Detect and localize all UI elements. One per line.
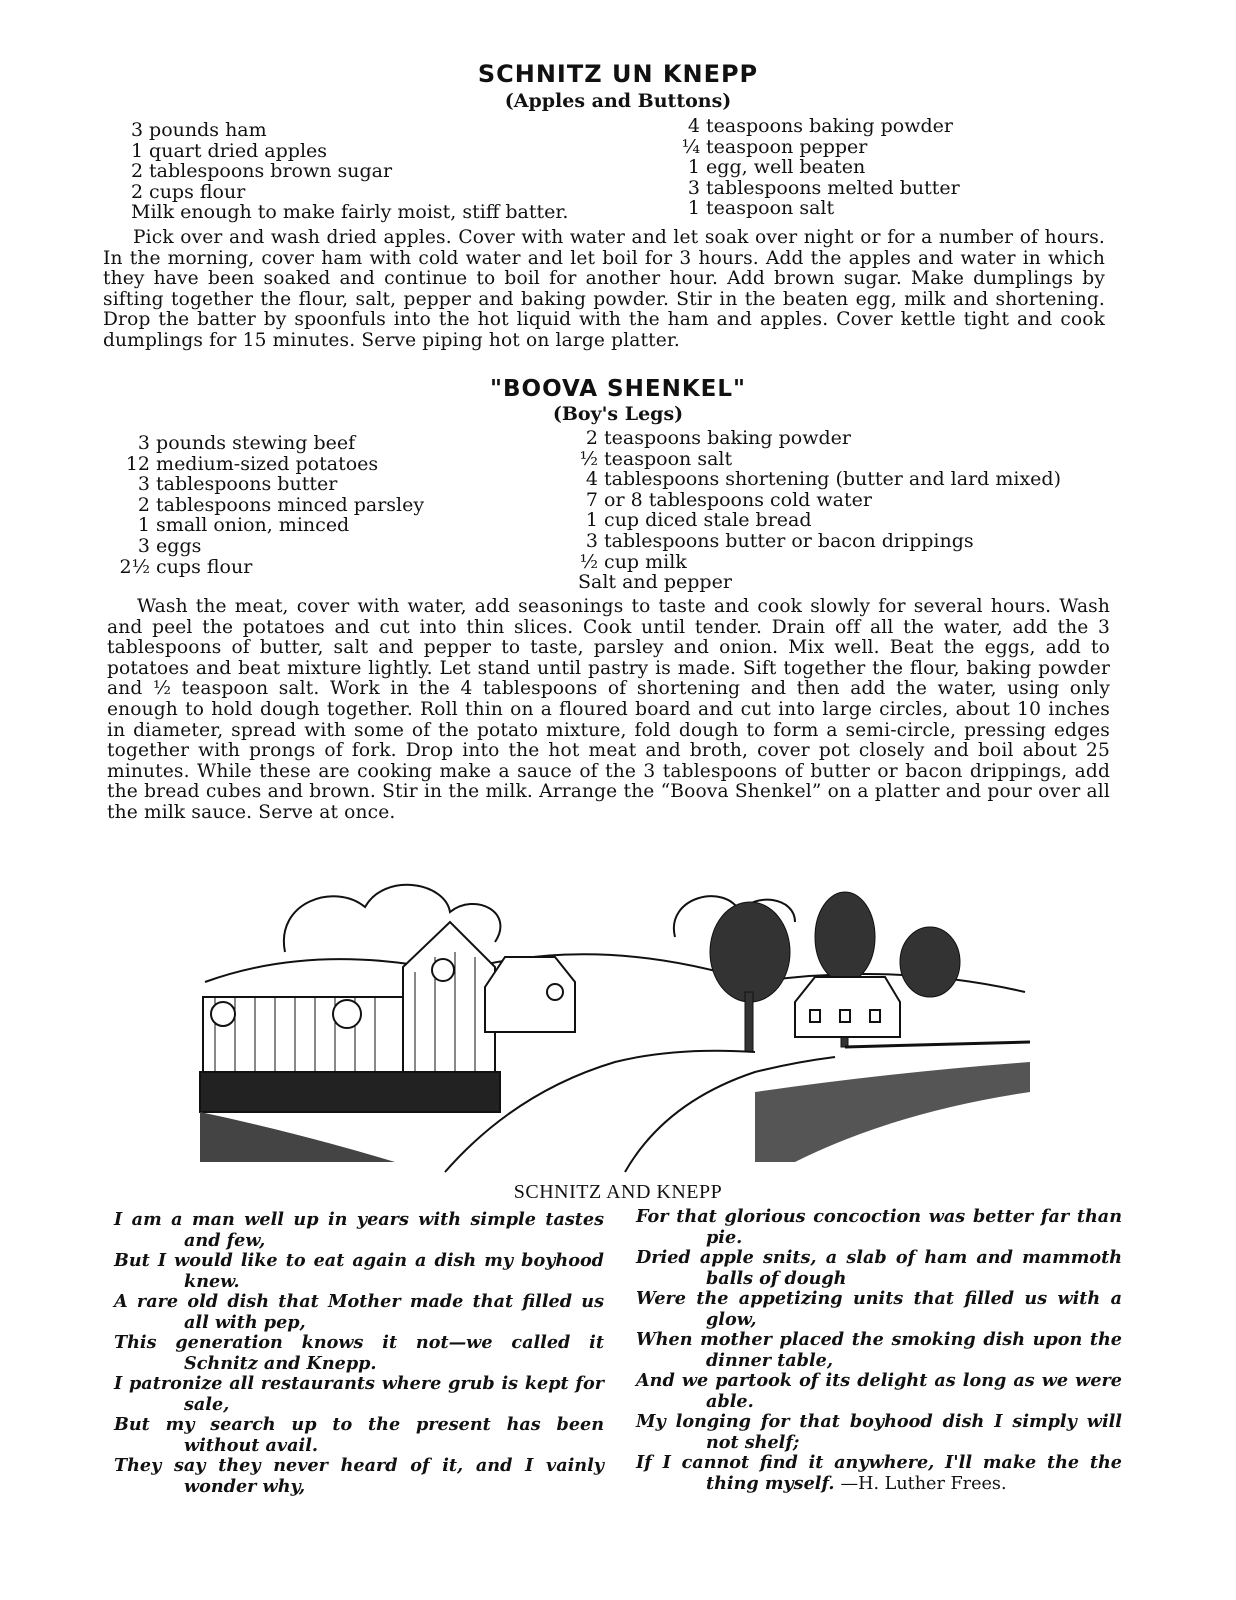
poem-line: They say they never heard of it, and I vainly wonder why, bbox=[114, 1455, 604, 1497]
ingredient-quantity: 2 bbox=[137, 493, 150, 516]
ingredient-quantity: 4 bbox=[687, 115, 700, 137]
poem-line: But my search up to the present has been without avail. bbox=[114, 1414, 604, 1456]
ingredient-item bbox=[578, 510, 1061, 531]
ingredient-item bbox=[680, 116, 960, 137]
ingredient-item bbox=[110, 454, 424, 475]
ingredient-quantity: 1 bbox=[137, 514, 150, 537]
poem-line: This generation knows it not—we called it Schnitz and Knepp. bbox=[114, 1332, 604, 1374]
ingredient-item bbox=[131, 182, 568, 203]
poem-line: For that glorious concoction was better far than pie. bbox=[636, 1206, 1122, 1248]
ingredient-item bbox=[110, 536, 424, 557]
ingredient-quantity: ½ bbox=[579, 550, 598, 573]
ingredient-list-right bbox=[680, 116, 960, 219]
ingredient-item bbox=[578, 490, 1061, 511]
ingredient-list-left bbox=[131, 120, 568, 223]
recipe-directions bbox=[103, 228, 1105, 352]
ingredient-quantity: 1 bbox=[687, 156, 700, 179]
ingredient-item bbox=[680, 137, 960, 158]
ingredient-text: egg, well beaten bbox=[706, 156, 866, 179]
poem-line: And we partook of its delight as long as we were able. bbox=[636, 1370, 1122, 1412]
ingredient-item bbox=[110, 474, 424, 495]
ingredient-quantity: 3 bbox=[137, 432, 150, 454]
ingredient-list-right-2 bbox=[578, 428, 1061, 593]
ingredient-item bbox=[131, 120, 568, 141]
recipe-subtitle: (Apples and Buttons) bbox=[504, 90, 732, 112]
ingredient-quantity: 4 bbox=[585, 468, 598, 491]
ingredient-quantity: 2 bbox=[131, 160, 144, 183]
poem-line-text: If I cannot find it anywhere, I'll make the the thing myself. bbox=[636, 1452, 1122, 1494]
ingredient-item bbox=[110, 557, 424, 578]
ingredient-text: tablespoons melted butter bbox=[706, 176, 960, 199]
small-barn bbox=[485, 957, 575, 1032]
ingredient-text: tablespoons brown sugar bbox=[149, 160, 393, 183]
ingredient-text: cups flour bbox=[156, 555, 253, 578]
ingredient-item bbox=[110, 433, 424, 454]
ingredient-text: Milk enough to make fairly moist, stiff batter. bbox=[131, 201, 569, 224]
ingredient-quantity: 7 bbox=[585, 488, 598, 511]
ingredient-quantity: 1 bbox=[687, 197, 700, 220]
fence bbox=[845, 1042, 1030, 1047]
ingredient-item bbox=[131, 202, 568, 223]
ingredient-text: eggs bbox=[156, 534, 202, 557]
poem-last-line bbox=[636, 1453, 1122, 1494]
ingredient-item bbox=[110, 515, 424, 536]
ingredient-quantity: ½ bbox=[579, 447, 598, 470]
ingredient-item bbox=[680, 178, 960, 199]
ingredient-quantity: 3 bbox=[687, 176, 700, 199]
ingredient-text: pounds stewing beef bbox=[156, 432, 356, 454]
ingredient-text: teaspoons baking powder bbox=[604, 427, 851, 449]
barn bbox=[200, 922, 500, 1112]
ingredient-text: medium-sized potatoes bbox=[156, 452, 379, 475]
poem-line: Were the appetizing units that filled us with a glow, bbox=[636, 1288, 1122, 1330]
ingredient-text: cup milk bbox=[604, 550, 687, 573]
recipe-directions-2 bbox=[107, 597, 1110, 824]
poem-line: I am a man well up in years with simple tastes and few, bbox=[114, 1209, 604, 1251]
ingredient-text: teaspoon salt bbox=[604, 447, 733, 470]
poem-line: But I would like to eat again a dish my boyhood knew. bbox=[114, 1250, 604, 1292]
ingredient-text: teaspoon pepper bbox=[706, 135, 868, 158]
ingredient-quantity: 1 bbox=[585, 509, 598, 532]
ingredient-text: teaspoons baking powder bbox=[706, 115, 953, 137]
ingredient-text: tablespoons minced parsley bbox=[156, 493, 425, 516]
poem-right-column bbox=[636, 1207, 1122, 1494]
ingredient-text: pounds ham bbox=[149, 119, 267, 141]
poem-line: I patronize all restaurants where grub is kept for sale, bbox=[114, 1373, 604, 1415]
ground bbox=[200, 1112, 395, 1162]
ingredient-quantity: 2 bbox=[585, 427, 598, 449]
ingredient-item bbox=[578, 572, 1061, 593]
ingredient-text: Salt and pepper bbox=[578, 571, 732, 594]
ingredient-item bbox=[131, 141, 568, 162]
poem-left-column bbox=[114, 1210, 604, 1497]
ingredient-text: tablespoons shortening (butter and lard mixed) bbox=[604, 468, 1061, 491]
ingredient-text: or 8 tablespoons cold water bbox=[604, 488, 872, 511]
poem-line: My longing for that boyhood dish I simply will not shelf; bbox=[636, 1411, 1122, 1453]
ingredient-text: tablespoons butter or bacon drippings bbox=[604, 529, 974, 552]
ingredient-item bbox=[680, 198, 960, 219]
recipe-title-2: "BOOVA SHENKEL" bbox=[490, 376, 746, 402]
poem-author: —H. Luther Frees. bbox=[840, 1473, 1007, 1494]
ingredient-item bbox=[578, 469, 1061, 490]
ingredient-item bbox=[110, 495, 424, 516]
ingredient-text: teaspoon salt bbox=[706, 197, 835, 220]
ingredient-item bbox=[578, 552, 1061, 573]
ingredient-item bbox=[578, 531, 1061, 552]
poem-line: A rare old dish that Mother made that filled us all with pep, bbox=[114, 1291, 604, 1333]
ingredient-quantity: 2 bbox=[131, 180, 144, 203]
poem-line: Dried apple snits, a slab of ham and mammoth balls of dough bbox=[636, 1247, 1122, 1289]
ingredient-text: cup diced stale bread bbox=[604, 509, 812, 532]
ingredient-quantity: 3 bbox=[137, 473, 150, 496]
ingredient-text: quart dried apples bbox=[149, 139, 328, 162]
ingredient-item bbox=[578, 449, 1061, 470]
farmhouse bbox=[795, 977, 900, 1037]
ground bbox=[755, 1062, 1030, 1162]
directions-text-2: Wash the meat, cover with water, add seasonings to taste and cook slowly for several hours. Wash and peel the potatoes and cut into thin slices. Cook until tender. Drain off all the water, add the 3 tablespoons of butter, salt and pepper to taste, parsley and onion. Mix well. Beat the eggs, add to potatoes and beat mixture lightly. Let stand until pastry is made. Sift together the flour, baking powder and ½ teaspoon salt. Work in the 4 tablespoons of shortening and then add the water, using only enough to hold dough together. Roll thin on a floured board and cut into large circles, about 10 inches in diameter, spread with some of the potato mixture, fold dough to form a semi-circle, pressing edges together with prongs of fork. Drop into the hot meat and broth, cover pot closely and boil about 25 minutes. While these are cooking make a sauce of the 3 tablespoons of butter or bacon drippings, add the bread cubes and brown. Stir in the milk. Arrange the “Boova Shenkel” on a platter and pour over all the milk sauce. Serve at once. bbox=[107, 596, 1110, 823]
directions-text: Pick over and wash dried apples. Cover with water and let soak over night or for a number of hours. In the morning, cover ham with cold water and let boil for 3 hours. Add the apples and water in which they have been soaked and continue to boil for another hour. Add brown sugar. Make dumplings by sifting together the flour, salt, pepper and baking powder. Stir in the beaten egg, milk and shortening. Drop the batter by spoonfuls into the hot liquid with the ham and apples. Cover kettle tight and cook dumplings for 15 minutes. Serve piping hot on large platter. bbox=[103, 227, 1105, 351]
ingredient-item bbox=[680, 157, 960, 178]
ingredient-list-left-2 bbox=[110, 433, 424, 577]
ingredient-quantity: 3 bbox=[131, 119, 144, 141]
ingredient-text: small onion, minced bbox=[156, 514, 350, 537]
ingredient-item bbox=[578, 428, 1061, 449]
ingredient-quantity: 3 bbox=[137, 534, 150, 557]
ingredient-text: tablespoons butter bbox=[156, 473, 338, 496]
poem-line: When mother placed the smoking dish upon the dinner table, bbox=[636, 1329, 1122, 1371]
recipe-subtitle-2: (Boy's Legs) bbox=[552, 403, 684, 425]
ingredient-quantity: 1 bbox=[131, 139, 144, 162]
recipe-title: SCHNITZ UN KNEPP bbox=[477, 60, 759, 88]
farm-illustration bbox=[195, 862, 1035, 1174]
ingredient-quantity: 2½ bbox=[119, 555, 150, 578]
ingredient-quantity: ¼ bbox=[681, 135, 700, 158]
ingredient-quantity: 3 bbox=[585, 529, 598, 552]
ingredient-text: cups flour bbox=[149, 180, 246, 203]
ingredient-item bbox=[131, 161, 568, 182]
poem-title: SCHNITZ AND KNEPP bbox=[513, 1181, 723, 1203]
ingredient-quantity: 12 bbox=[125, 452, 150, 475]
